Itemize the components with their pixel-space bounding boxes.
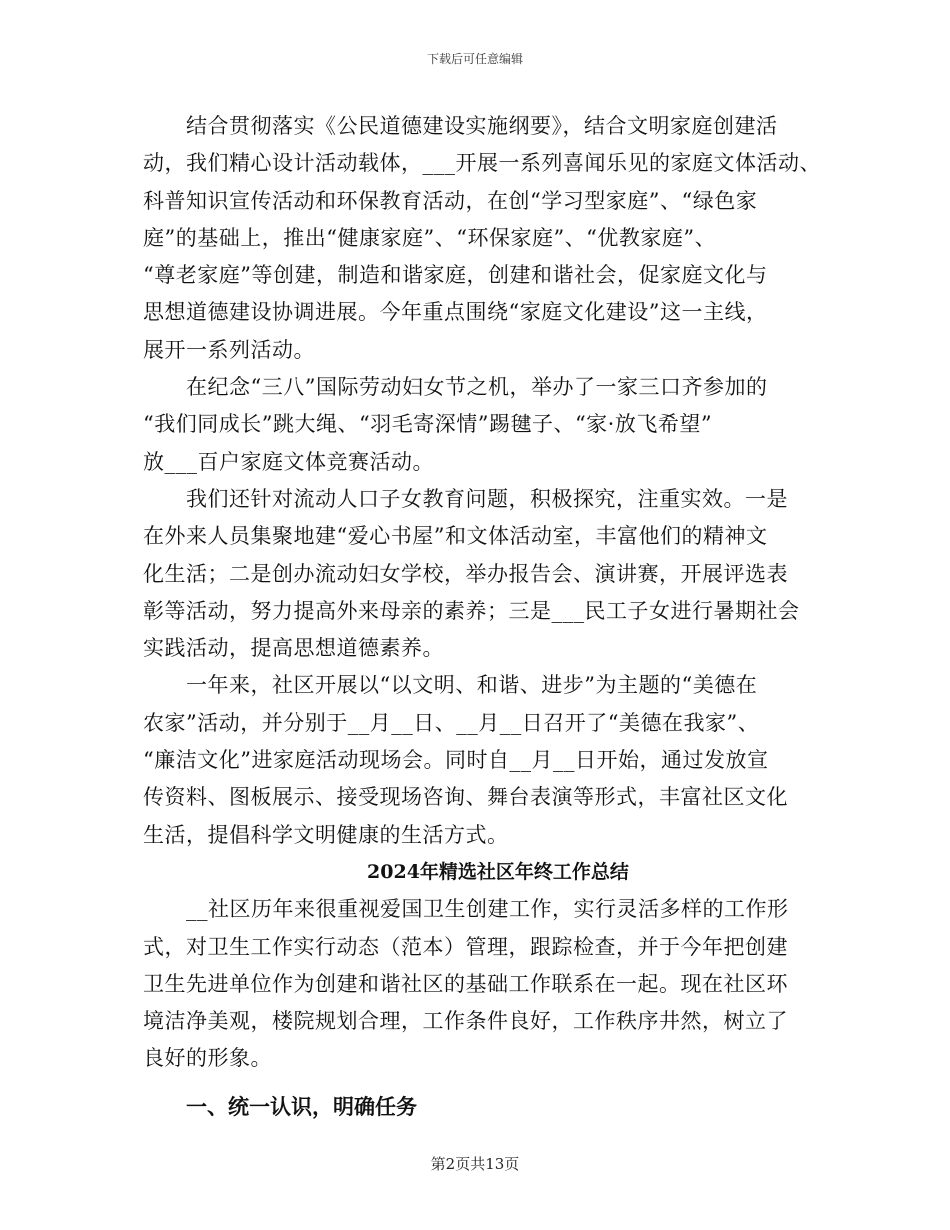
paragraph-virtue-activity (143, 667, 833, 853)
text-line: 传资料、图板展示、接受现场咨询、舞台表演等形式，丰富社区文化 (143, 785, 788, 810)
text-line: “尊老家庭”等创建，制造和谐家庭，创建和谐社会，促家庭文化与 (143, 263, 768, 288)
text-line: 我们还针对流动人口子女教育问题，积极探究，注重实效。一是 (186, 486, 788, 511)
paragraph-migrant-education (143, 481, 833, 667)
document-body (143, 108, 833, 1125)
text-line: 农家”活动，并分别于__月__日、__月__日召开了“美德在我家”、 (143, 710, 760, 735)
text-line: 思想道德建设协调进展。今年重点围绕“家庭文化建设”这一主线， (143, 300, 768, 325)
text-line: 化生活；二是创办流动妇女学校，举办报告会、演讲赛，开展评选表 (143, 561, 788, 586)
paragraph-sanitation (143, 891, 833, 1077)
text-line: “廉洁文化”进家庭活动现场会。同时自__月__日开始，通过发放宣 (143, 748, 769, 773)
text-line: “我们同成长”跳大绳、“羽毛寄深情”踢毽子、“家·放飞希望” (143, 412, 713, 437)
text-line: 结合贯彻落实《公民道德建设实施纲要》，结合文明家庭创建活 (186, 114, 778, 138)
text-line: 庭”的基础上，推出“健康家庭”、“环保家庭”、“优教家庭”、 (143, 225, 717, 250)
heading-unify-understanding: 一、统一认识，明确任务 (186, 1093, 417, 1119)
page-header: 下载后可任意编辑 (426, 52, 523, 66)
text-line: 一年来，社区开展以“以文明、和谐、进步”为主题的“美德在 (186, 673, 758, 698)
text-line: 彰等活动，努力提高外来母亲的素养；三是___民工子女进行暑期社会 (143, 598, 800, 623)
text-line: 放___百户家庭文体竞赛活动。 (143, 449, 434, 474)
text-line: 科普知识宣传活动和环保教育活动，在创“学习型家庭”、“绿色家 (143, 188, 758, 213)
text-line: 境洁净美观，楼院规划合理，工作条件良好，工作秩序井然，树立了 (143, 1009, 788, 1034)
text-line: 生活，提倡科学文明健康的生活方式。 (143, 822, 509, 847)
paragraph-family-culture (143, 108, 833, 369)
paragraph-womens-day (143, 369, 833, 481)
text-line: __社区历年来很重视爱国卫生创建工作，实行灵活多样的工作形 (186, 897, 789, 922)
text-line: 良好的形象。 (143, 1046, 272, 1071)
text-line: 卫生先进单位作为创建和谐社区的基础工作联系在一起。现在社区环 (143, 971, 788, 996)
text-line: 式，对卫生工作实行动态（范本）管理，跟踪检查，并于今年把创建 (143, 934, 788, 959)
text-line: 展开一系列活动。 (143, 337, 315, 362)
text-line: 动，我们精心设计活动载体，___开展一系列喜闻乐见的家庭文体活动、 (143, 151, 821, 176)
text-line: 在纪念“三八”国际劳动妇女节之机，举办了一家三口齐参加的 (186, 375, 768, 400)
text-line: 实践活动，提高思想道德素养。 (143, 636, 444, 661)
page-footer: 第2页共13页 (430, 1155, 520, 1173)
text-line: 在外来人员集聚地建“爱心书屋”和文体活动室，丰富他们的精神文 (143, 524, 768, 549)
section-title: 2024年精选社区年终工作总结 (367, 860, 629, 883)
